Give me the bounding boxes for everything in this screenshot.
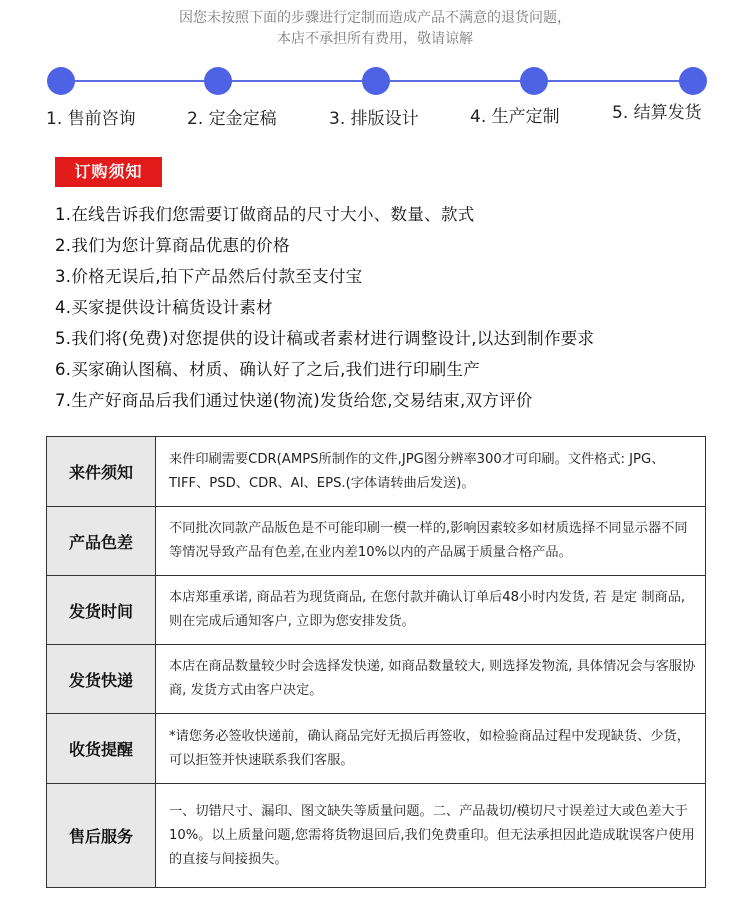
step-dot-1 xyxy=(47,67,75,95)
process-steps xyxy=(0,64,750,134)
notice-line-2: 本店不承担所有费用，敬请谅解 xyxy=(277,31,473,47)
step-label-3: 3. 排版设计 xyxy=(329,109,419,129)
row-header: 发货时间 xyxy=(47,576,156,645)
list-item: 6.买家确认图稿、材质、确认好了之后,我们进行印刷生产 xyxy=(55,360,481,379)
row-header: 来件须知 xyxy=(47,437,156,507)
table-row xyxy=(47,714,706,784)
row-text: 一、切错尺寸、漏印、图文缺失等质量问题。二、产品裁切/模切尺寸误差过大或色差大于10%。以上质量问题,您需将货物退回后,我们免费重印。但无法承担因此造成耽误客户使用的直接与间接损失。 xyxy=(156,784,706,888)
step-dot-2 xyxy=(204,67,232,95)
row-header: 收货提醒 xyxy=(47,714,156,784)
row-text: 不同批次同款产品版色是不可能印刷一模一样的,影响因素较多如材质选择不同显示器不同等情况导致产品有色差,在业内差10%以内的产品属于质量合格产品。 xyxy=(156,507,706,576)
row-text: *请您务必签收快递前，确认商品完好无损后再签收，如检验商品过程中发现缺货、少货，可以拒签并快速联系我们客服。 xyxy=(156,714,706,784)
list-item: 3.价格无误后,拍下产品然后付款至支付宝 xyxy=(55,267,363,286)
table-row xyxy=(47,784,706,888)
row-text: 来件印刷需要CDR(AMPS所制作的文件,JPG图分辨率300才可印刷。文件格式: JPG、TIFF、PSD、CDR、AI、EPS.(字体请转曲后发送)。 xyxy=(156,437,706,507)
list-item: 7.生产好商品后我们通过快递(物流)发货给您,交易结束,双方评价 xyxy=(55,391,533,410)
order-steps-list xyxy=(55,201,594,418)
table-row xyxy=(47,507,706,576)
row-header: 产品色差 xyxy=(47,507,156,576)
list-item: 4.买家提供设计稿货设计素材 xyxy=(55,298,273,317)
info-table xyxy=(46,436,706,888)
step-label-2: 2. 定金定稿 xyxy=(187,109,277,129)
notice-line-1: 因您未按照下面的步骤进行定制而造成产品不满意的退货问题， xyxy=(179,10,571,26)
list-item: 5.我们将(免费)对您提供的设计稿或者素材进行调整设计,以达到制作要求 xyxy=(55,329,595,348)
step-label-5: 5. 结算发货 xyxy=(612,103,702,123)
order-notice-tag: 订购须知 xyxy=(55,157,162,187)
step-dot-5 xyxy=(679,67,707,95)
table-row xyxy=(47,437,706,507)
table-row xyxy=(47,645,706,714)
table-row xyxy=(47,576,706,645)
list-item: 1.在线告诉我们您需要订做商品的尺寸大小、数量、款式 xyxy=(55,205,475,224)
notice xyxy=(0,8,750,50)
step-dot-4 xyxy=(520,67,548,95)
row-header: 售后服务 xyxy=(47,784,156,888)
list-item: 2.我们为您计算商品优惠的价格 xyxy=(55,236,290,255)
step-dot-3 xyxy=(362,67,390,95)
step-label-1: 1. 售前咨询 xyxy=(46,109,136,129)
row-text: 本店在商品数量较少时会选择发快递, 如商品数量较大, 则选择发物流, 具体情况会与客服协商, 发货方式由客户决定。 xyxy=(156,645,706,714)
row-text: 本店郑重承诺, 商品若为现货商品, 在您付款并确认订单后48小时内发货, 若 是定 制商品, 则在完成后通知客户, 立即为您安排发货。 xyxy=(156,576,706,645)
row-header: 发货快递 xyxy=(47,645,156,714)
step-label-4: 4. 生产定制 xyxy=(470,107,560,127)
